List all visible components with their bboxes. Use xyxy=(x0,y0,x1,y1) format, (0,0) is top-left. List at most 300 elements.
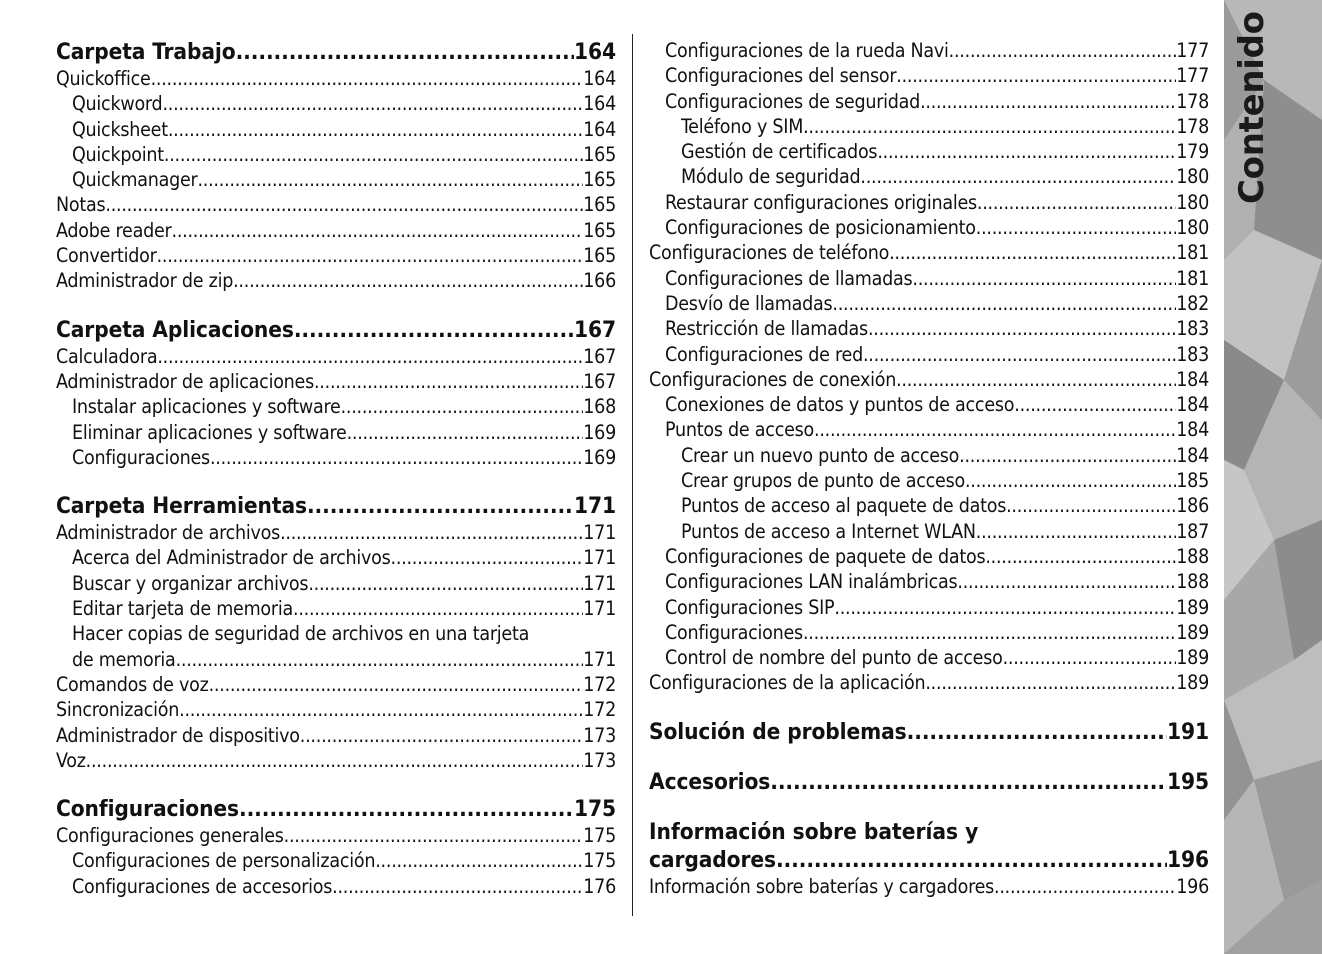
toc-leader-dots xyxy=(976,519,1176,544)
toc-leader-dots xyxy=(157,243,584,268)
toc-entry-title: Administrador de zip xyxy=(56,269,234,293)
toc-entry[interactable] xyxy=(649,114,1209,139)
toc-leader-dots xyxy=(803,620,1176,645)
toc-entry[interactable] xyxy=(649,342,1209,367)
toc-leader-dots xyxy=(293,596,583,621)
toc-entry[interactable] xyxy=(649,164,1209,189)
toc-entry-title: Crear grupos de punto de acceso xyxy=(681,469,965,493)
toc-entry-title: Configuraciones de teléfono xyxy=(649,241,890,265)
toc-entry[interactable] xyxy=(56,545,616,570)
toc-entry[interactable] xyxy=(649,874,1209,899)
toc-item xyxy=(56,697,616,722)
toc-entry[interactable] xyxy=(649,266,1209,291)
toc-item xyxy=(56,874,616,899)
toc-entry-title: Puntos de acceso al paquete de datos xyxy=(681,494,1007,518)
toc-entry[interactable] xyxy=(56,91,616,116)
toc-leader-dots xyxy=(172,218,584,243)
toc-item xyxy=(649,342,1209,367)
toc-leader-dots xyxy=(105,192,583,217)
toc-item xyxy=(56,672,616,697)
toc-entry-title: Información sobre baterías y cargadores xyxy=(649,874,995,898)
toc-column-right xyxy=(649,38,1209,899)
toc-item xyxy=(56,344,616,369)
toc-entry[interactable] xyxy=(56,848,616,873)
toc-page-number: 185 xyxy=(1176,469,1209,493)
toc-entry-title: Configuraciones de paquete de datos xyxy=(665,544,986,568)
toc-page-number: 178 xyxy=(1176,114,1209,138)
toc-item xyxy=(56,621,616,672)
toc-leader-dots xyxy=(896,63,1176,88)
toc-entry-title: Quickoffice xyxy=(56,67,151,90)
toc-section-heading[interactable] xyxy=(56,316,616,344)
toc-leader-dots xyxy=(347,420,584,445)
toc-entry-title: Buscar y organizar archivos xyxy=(72,571,309,595)
toc-entry[interactable] xyxy=(56,268,616,293)
toc-page-number: 184 xyxy=(1176,443,1209,467)
toc-entry[interactable] xyxy=(649,443,1209,468)
toc-leader-dots xyxy=(197,167,583,192)
toc-leader-dots xyxy=(994,874,1176,899)
toc-entry[interactable] xyxy=(56,420,616,445)
toc-entry-title: Comandos de voz xyxy=(56,672,209,696)
toc-page-number: 181 xyxy=(1176,241,1209,265)
toc-item xyxy=(649,38,1209,63)
toc-entry[interactable] xyxy=(56,723,616,748)
toc-item xyxy=(56,66,616,91)
toc-item xyxy=(649,443,1209,468)
toc-entry[interactable] xyxy=(56,142,616,167)
toc-leader-dots xyxy=(1006,493,1176,518)
toc-leader-dots xyxy=(868,316,1176,341)
toc-page-number: 173 xyxy=(583,723,616,747)
toc-entry[interactable] xyxy=(649,63,1209,88)
toc-entry-title: Quickmanager xyxy=(72,168,198,192)
toc-page-number: 189 xyxy=(1176,671,1209,695)
toc-page-number: 191 xyxy=(1167,718,1209,745)
toc-section-heading[interactable] xyxy=(56,492,616,520)
toc-item xyxy=(56,420,616,445)
toc-entry-title: Crear un nuevo punto de acceso xyxy=(681,443,960,467)
toc-item xyxy=(56,369,616,394)
section-tab-title: Contenido xyxy=(1232,11,1272,204)
toc-entry-title: Quicksheet xyxy=(72,117,168,141)
toc-leader-dots xyxy=(977,190,1176,215)
toc-entry[interactable] xyxy=(56,571,616,596)
toc-leader-dots xyxy=(162,91,583,116)
toc-entry-title: Configuraciones SIP xyxy=(665,595,835,619)
toc-leader-dots xyxy=(863,342,1176,367)
toc-entry-title: Configuraciones xyxy=(665,620,803,644)
toc-leader-dots xyxy=(164,142,583,167)
toc-entry-title: Eliminar aplicaciones y software xyxy=(72,420,347,444)
toc-entry[interactable] xyxy=(649,468,1209,493)
toc-page-number: 165 xyxy=(583,193,616,217)
toc-item xyxy=(649,164,1209,189)
toc-entry[interactable] xyxy=(649,291,1209,316)
toc-item xyxy=(56,748,616,773)
toc-page-number: 164 xyxy=(583,117,616,141)
toc-leader-dots xyxy=(877,139,1176,164)
toc-entry[interactable] xyxy=(56,192,616,217)
toc-page-number: 189 xyxy=(1176,595,1209,619)
toc-entry[interactable] xyxy=(56,823,616,848)
toc-page-number: 169 xyxy=(583,420,616,444)
toc-page-number: 171 xyxy=(583,647,616,671)
toc-page-number: 171 xyxy=(583,521,616,545)
toc-page-number: 196 xyxy=(1176,874,1209,898)
toc-leader-dots xyxy=(314,369,583,394)
toc-leader-dots xyxy=(294,316,574,344)
toc-leader-dots xyxy=(1003,645,1177,670)
toc-page-number: 169 xyxy=(583,445,616,469)
toc-entry-title: Configuraciones xyxy=(56,796,239,823)
toc-page-number: 180 xyxy=(1176,216,1209,240)
toc-leader-dots xyxy=(925,670,1176,695)
toc-entry[interactable] xyxy=(649,316,1209,341)
toc-page-number: 164 xyxy=(583,67,616,90)
toc-leader-dots xyxy=(965,468,1176,493)
toc-leader-dots xyxy=(834,595,1176,620)
toc-item xyxy=(649,367,1209,392)
toc-section xyxy=(649,718,1209,746)
toc-entry-title: Gestión de certificados xyxy=(681,140,878,164)
toc-entry-title: Convertidor xyxy=(56,244,157,268)
toc-item xyxy=(649,114,1209,139)
toc-item xyxy=(649,139,1209,164)
toc-entry-title: Instalar aplicaciones y software xyxy=(72,395,341,419)
toc-entry-title: Configuraciones generales xyxy=(56,824,284,848)
toc-entry-title: Solución de problemas xyxy=(649,718,907,745)
toc-item xyxy=(649,215,1209,240)
toc-page-number: 188 xyxy=(1176,570,1209,594)
toc-page-number: 180 xyxy=(1176,165,1209,189)
toc-entry[interactable] xyxy=(56,647,616,672)
toc-entry[interactable] xyxy=(56,243,616,268)
toc-page-number: 165 xyxy=(583,218,616,242)
toc-page-number: 175 xyxy=(583,849,616,873)
toc-page-number: 164 xyxy=(583,92,616,116)
toc-item xyxy=(649,544,1209,569)
toc-page-number: 183 xyxy=(1176,317,1209,341)
toc-entry-title: Carpeta Aplicaciones xyxy=(56,316,294,343)
toc-entry-title: Configuraciones de accesorios xyxy=(72,874,333,898)
toc-section xyxy=(56,316,616,344)
toc-page-number: 179 xyxy=(1176,140,1209,164)
toc-item xyxy=(649,266,1209,291)
toc-entry-title: Carpeta Herramientas xyxy=(56,493,307,520)
toc-entry[interactable] xyxy=(649,620,1209,645)
toc-entry-title: Teléfono y SIM xyxy=(681,114,804,138)
toc-entry-title: Administrador de archivos xyxy=(56,521,281,545)
toc-item xyxy=(56,218,616,243)
toc-item xyxy=(649,645,1209,670)
toc-item xyxy=(56,723,616,748)
toc-item xyxy=(56,848,616,873)
toc-leader-dots xyxy=(210,445,583,470)
toc-entry[interactable] xyxy=(56,394,616,419)
toc-leader-dots xyxy=(236,38,574,66)
toc-page-number: 177 xyxy=(1176,39,1209,62)
toc-leader-dots xyxy=(912,266,1176,291)
toc-page-number: 165 xyxy=(583,244,616,268)
toc-item xyxy=(56,545,616,570)
toc-entry[interactable] xyxy=(56,672,616,697)
toc-leader-dots xyxy=(976,215,1177,240)
toc-entry-title: Configuraciones de posicionamiento xyxy=(665,216,976,240)
toc-entry-title: Configuraciones de seguridad xyxy=(665,89,921,113)
toc-entry-title: Desvío de llamadas xyxy=(665,291,833,315)
toc-leader-dots xyxy=(151,66,584,91)
toc-page-number: 168 xyxy=(583,395,616,419)
toc-entry-title: Restaurar configuraciones originales xyxy=(665,190,977,214)
toc-leader-dots xyxy=(959,443,1176,468)
toc-leader-dots xyxy=(86,748,584,773)
toc-page-number: 181 xyxy=(1176,266,1209,290)
toc-page-number: 184 xyxy=(1176,393,1209,417)
toc-section-heading[interactable] xyxy=(649,768,1209,796)
toc-entry[interactable] xyxy=(56,697,616,722)
toc-item xyxy=(649,468,1209,493)
toc-section xyxy=(56,492,616,520)
toc-entry[interactable] xyxy=(56,218,616,243)
toc-entry[interactable] xyxy=(649,569,1209,594)
toc-entry[interactable] xyxy=(649,38,1209,63)
toc-entry[interactable] xyxy=(649,190,1209,215)
toc-page-number: 166 xyxy=(583,269,616,293)
toc-page-number: 171 xyxy=(583,571,616,595)
toc-leader-dots xyxy=(300,723,583,748)
toc-leader-dots xyxy=(239,795,574,823)
toc-leader-dots xyxy=(907,718,1167,746)
toc-page-number: 189 xyxy=(1176,620,1209,644)
toc-section xyxy=(56,38,616,66)
toc-page-number: 172 xyxy=(583,672,616,696)
toc-page-number: 171 xyxy=(574,493,616,520)
toc-item xyxy=(56,117,616,142)
toc-leader-dots xyxy=(341,394,584,419)
toc-entry-title: Editar tarjeta de memoria xyxy=(72,597,293,621)
toc-item xyxy=(56,596,616,621)
toc-page-number: 167 xyxy=(583,369,616,393)
toc-entry[interactable] xyxy=(649,392,1209,417)
toc-section-heading[interactable] xyxy=(649,846,1209,874)
toc-item xyxy=(649,595,1209,620)
toc-entry-title: Configuraciones del sensor xyxy=(665,64,897,88)
toc-entry-title: Módulo de seguridad xyxy=(681,165,861,189)
toc-leader-dots xyxy=(176,647,584,672)
toc-section-heading[interactable] xyxy=(56,38,616,66)
toc-leader-dots xyxy=(332,874,583,899)
toc-item xyxy=(56,445,616,470)
toc-page-number: 177 xyxy=(1176,64,1209,88)
toc-entry-title: Puntos de acceso xyxy=(665,418,815,442)
toc-page-number: 167 xyxy=(583,344,616,368)
toc-entry[interactable] xyxy=(56,520,616,545)
toc-entry-title: Sincronización xyxy=(56,698,180,722)
toc-section-heading[interactable] xyxy=(649,718,1209,746)
toc-item xyxy=(56,823,616,848)
toc-entry-title: Configuraciones de personalización xyxy=(72,849,376,873)
toc-entry[interactable] xyxy=(56,748,616,773)
toc-entry[interactable] xyxy=(649,670,1209,695)
toc-item xyxy=(649,417,1209,442)
toc-section xyxy=(649,768,1209,796)
toc-item xyxy=(649,569,1209,594)
toc-entry-title-line: Hacer copias de seguridad de archivos en una tarjeta xyxy=(72,622,530,646)
toc-entry-title: Voz xyxy=(56,748,86,772)
toc-entry[interactable] xyxy=(649,139,1209,164)
toc-page-number: 164 xyxy=(574,39,616,65)
toc-page-number: 188 xyxy=(1176,544,1209,568)
toc-item xyxy=(649,63,1209,88)
toc-item xyxy=(56,192,616,217)
toc-page-number: 173 xyxy=(583,748,616,772)
toc-page-number: 184 xyxy=(1176,367,1209,391)
toc-leader-dots xyxy=(889,240,1176,265)
toc-entry-title: Carpeta Trabajo xyxy=(56,39,236,65)
toc-entry[interactable] xyxy=(649,519,1209,544)
toc-leader-dots xyxy=(832,291,1176,316)
toc-entry[interactable] xyxy=(649,89,1209,114)
toc-item xyxy=(649,89,1209,114)
toc-entry[interactable] xyxy=(649,417,1209,442)
toc-entry[interactable] xyxy=(649,215,1209,240)
toc-page-number: 167 xyxy=(574,316,616,343)
toc-leader-dots xyxy=(280,520,583,545)
toc-item xyxy=(649,190,1209,215)
toc-entry[interactable] xyxy=(56,117,616,142)
toc-section xyxy=(56,795,616,823)
toc-entry[interactable] xyxy=(56,167,616,192)
toc-leader-dots xyxy=(307,492,574,520)
toc-leader-dots xyxy=(168,117,583,142)
toc-entry-title: Accesorios xyxy=(649,768,771,795)
toc-item xyxy=(649,519,1209,544)
toc-entry-title: Adobe reader xyxy=(56,218,172,242)
toc-entry-title: Acerca del Administrador de archivos xyxy=(72,546,391,570)
toc-entry-title: Restricción de llamadas xyxy=(665,317,868,341)
toc-section xyxy=(649,818,1209,874)
toc-entry[interactable] xyxy=(56,369,616,394)
toc-item xyxy=(649,670,1209,695)
toc-page-number: 175 xyxy=(574,796,616,823)
toc-entry[interactable] xyxy=(56,874,616,899)
toc-page-number: 165 xyxy=(583,168,616,192)
toc-entry[interactable] xyxy=(649,595,1209,620)
toc-entry[interactable] xyxy=(649,367,1209,392)
toc-entry-title: Control de nombre del punto de acceso xyxy=(665,646,1003,670)
toc-leader-dots xyxy=(776,846,1167,874)
toc-page-number: 187 xyxy=(1176,519,1209,543)
section-tab-label xyxy=(1228,11,1288,208)
toc-item xyxy=(649,392,1209,417)
toc-leader-dots xyxy=(920,89,1176,114)
toc-page-number: 184 xyxy=(1176,418,1209,442)
toc-item xyxy=(649,874,1209,899)
toc-entry-title: de memoria xyxy=(72,647,176,671)
toc-page-number: 182 xyxy=(1176,291,1209,315)
toc-entry-title: Configuraciones de la aplicación xyxy=(649,671,926,695)
toc-page-number: 172 xyxy=(583,698,616,722)
toc-item xyxy=(649,291,1209,316)
toc-entry[interactable] xyxy=(649,493,1209,518)
toc-leader-dots xyxy=(770,768,1167,796)
toc-item xyxy=(56,268,616,293)
toc-page-number: 186 xyxy=(1176,494,1209,518)
toc-page-number: 171 xyxy=(583,597,616,621)
toc-leader-dots xyxy=(814,417,1176,442)
toc-item xyxy=(56,142,616,167)
toc-entry[interactable] xyxy=(56,66,616,91)
toc-item xyxy=(56,520,616,545)
toc-leader-dots xyxy=(803,114,1176,139)
toc-entry-title: Calculadora xyxy=(56,344,158,368)
toc-item xyxy=(56,91,616,116)
toc-leader-dots xyxy=(157,344,583,369)
toc-entry[interactable] xyxy=(649,240,1209,265)
toc-entry-title: Conexiones de datos y puntos de acceso xyxy=(665,393,1015,417)
toc-entry-title: cargadores xyxy=(649,846,776,873)
column-divider xyxy=(632,34,633,916)
toc-leader-dots xyxy=(179,697,583,722)
toc-leader-dots xyxy=(209,672,584,697)
toc-entry-title: Quickword xyxy=(72,92,163,116)
toc-entry-title: Configuraciones de red xyxy=(665,342,863,366)
toc-entry-title: Configuraciones de la rueda Navi xyxy=(665,39,949,62)
toc-page-number: 176 xyxy=(583,874,616,898)
toc-section-heading[interactable] xyxy=(56,795,616,823)
toc-item xyxy=(649,240,1209,265)
toc-page-number: 195 xyxy=(1167,768,1209,795)
toc-leader-dots xyxy=(949,38,1177,63)
toc-entry-title: Notas xyxy=(56,193,106,217)
toc-page-number: 183 xyxy=(1176,342,1209,366)
toc-leader-dots xyxy=(896,367,1176,392)
toc-item xyxy=(649,620,1209,645)
toc-page-number: 196 xyxy=(1167,846,1209,873)
toc-entry[interactable] xyxy=(56,445,616,470)
toc-item xyxy=(649,493,1209,518)
toc-page-number: 178 xyxy=(1176,89,1209,113)
toc-entry[interactable] xyxy=(649,544,1209,569)
toc-leader-dots xyxy=(985,544,1176,569)
toc-entry-title: Administrador de dispositivo xyxy=(56,723,300,747)
toc-column-left xyxy=(56,38,616,899)
toc-entry-title: Configuraciones xyxy=(72,445,210,469)
toc-entry-title: Configuraciones LAN inalámbricas xyxy=(665,570,958,594)
toc-entry[interactable] xyxy=(56,344,616,369)
toc-page-number: 171 xyxy=(583,546,616,570)
toc-entry-title: Puntos de acceso a Internet WLAN xyxy=(681,519,976,543)
toc-entry-title: Administrador de aplicaciones xyxy=(56,369,314,393)
toc-entry-title-line: Información sobre baterías y xyxy=(649,818,979,845)
toc-leader-dots xyxy=(375,848,583,873)
toc-item xyxy=(649,316,1209,341)
toc-leader-dots xyxy=(308,571,583,596)
toc-item xyxy=(56,394,616,419)
toc-leader-dots xyxy=(391,545,584,570)
toc-leader-dots xyxy=(233,268,583,293)
toc-entry-title: Configuraciones de llamadas xyxy=(665,266,913,290)
toc-entry[interactable] xyxy=(56,596,616,621)
toc-item xyxy=(56,167,616,192)
toc-entry[interactable] xyxy=(649,645,1209,670)
toc-leader-dots xyxy=(860,164,1176,189)
toc-entry-title: Configuraciones de conexión xyxy=(649,367,897,391)
toc-item xyxy=(56,571,616,596)
toc-page-number: 175 xyxy=(583,824,616,848)
toc-page-number: 189 xyxy=(1176,646,1209,670)
